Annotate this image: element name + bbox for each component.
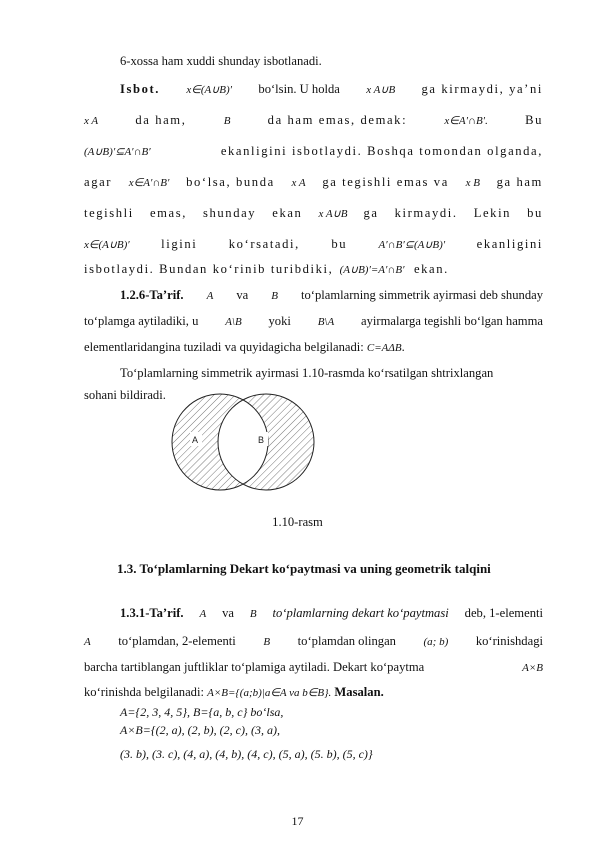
formula: C=AΔB [366, 342, 402, 354]
formula: A [199, 608, 207, 620]
paragraph-line [120, 53, 543, 69]
definition2-line-2 [84, 633, 543, 650]
formula: x∈A′∩B′ [128, 177, 170, 189]
formula: A×B={(a;b)|a∈A va b∈B}. [207, 687, 332, 699]
proof-line-7 [84, 261, 543, 278]
proof-label: Isbot. [120, 82, 161, 96]
formula: x A∪B [318, 208, 348, 220]
definition-line-1 [120, 287, 543, 304]
text: bu [527, 206, 543, 220]
example-line-3 [120, 746, 543, 762]
text: Bu [525, 113, 543, 127]
formula: B\A [317, 316, 335, 328]
text: ga ham [496, 175, 543, 189]
proof-line-6 [84, 236, 543, 253]
formula: A [206, 290, 214, 302]
text: tegishli [84, 206, 134, 220]
text: ko‘rinishda belgilanadi: [84, 685, 204, 699]
text: sohani bildiradi. [84, 388, 166, 402]
text: ligini [161, 237, 198, 251]
formula: A′∩B′⊆(A∪B)′ [378, 239, 446, 251]
definition-line-2 [84, 313, 543, 330]
text: ga kirmaydi, ya’ni [421, 82, 543, 96]
text: va [236, 288, 249, 302]
formula: B [223, 115, 231, 127]
text: isbotlaydi. Bundan ko‘rinib turibdiki, [84, 262, 334, 276]
venn-diagram [168, 384, 318, 494]
formula: A×B [522, 662, 543, 674]
text: . [401, 340, 405, 354]
formula: A={2, 3, 4, 5}, B={a, b, c} bo‘lsa, [120, 705, 284, 719]
text: to‘plamga aytiladiki, u [84, 314, 199, 328]
text: da ham emas, demak: [267, 113, 408, 127]
formula: B [271, 290, 278, 302]
text: da ham, [135, 113, 187, 127]
text: bo‘lsin. U holda [258, 82, 340, 96]
definition-line-3 [84, 339, 543, 356]
text: ekanligini isbotlaydi. Boshqa tomondan olganda, [220, 144, 543, 158]
formula: (a; b) [423, 636, 449, 648]
formula: A [84, 636, 91, 648]
text: ga [363, 206, 379, 220]
formula: B [263, 636, 271, 648]
formula: A\B [225, 316, 242, 328]
formula: x A [291, 177, 306, 189]
definition2-line-3 [84, 659, 543, 676]
text: va [222, 606, 234, 620]
text: to‘plamlarning simmetrik ayirmasi deb shunday [300, 288, 543, 302]
text: kirmaydi. [394, 206, 458, 220]
text: to‘plamdan, 2-elementi [118, 634, 236, 648]
formula: (A∪B)′⊆A′∩B′ [84, 146, 151, 158]
set-b-label: B [258, 435, 265, 445]
text: yoki [268, 314, 291, 328]
text: ga tegishli emas va [322, 175, 449, 189]
text: ekanligini [476, 237, 543, 251]
text: ayirmalarga tegishli bo‘lgan hamma [361, 314, 543, 328]
text: bo‘lsa, bunda [186, 175, 275, 189]
definition-label: 1.3.1-Ta’rif. [120, 606, 184, 620]
text: ko‘rinishdagi [475, 634, 543, 648]
formula: x A [84, 115, 99, 127]
text: barcha tartiblangan juftliklar to‘plamiga aytiladi. Dekart ko‘paytma [84, 660, 425, 674]
text: emas, [149, 206, 187, 220]
text: 6-xossa ham xuddi shunday isbotlanadi. [120, 54, 322, 68]
proof-line-5 [84, 205, 543, 222]
term: to‘plamlarning dekart ko‘paytmasi [272, 606, 449, 620]
proof-line-1 [120, 81, 543, 98]
definition2-line-4 [84, 684, 543, 701]
definition2-line-1 [120, 605, 543, 622]
text: ekan. [413, 262, 449, 276]
formula: x A∪B [366, 84, 396, 96]
text: bu [331, 237, 348, 251]
section-heading: 1.3. To‘plamlarning Dekart ko‘paytmasi va uning geometrik talqini [117, 561, 491, 576]
formula: B [249, 608, 257, 620]
paragraph-line [120, 365, 543, 381]
formula: x∈A′∩B′. [444, 115, 488, 127]
formula: x∈(A∪B)′ [186, 84, 233, 96]
example-line-1 [120, 704, 543, 720]
formula: x∈(A∪B)′ [84, 239, 130, 251]
set-a-label: A [192, 435, 199, 445]
text: shunday [203, 206, 257, 220]
proof-line-3 [84, 143, 543, 160]
text: ko‘rsatadi, [228, 237, 300, 251]
text: deb, 1-elementi [464, 606, 543, 620]
formula: (3. b), (3. c), (4, a), (4, b), (4, c), (5, a), (5. b), (5, c)} [120, 747, 373, 761]
text: elementlaridangina tuziladi va quyidagicha belgilanadi: [84, 340, 364, 354]
proof-line-4 [84, 174, 543, 191]
definition-label: 1.2.6-Ta’rif. [120, 288, 184, 302]
text: to‘plamdan olingan [297, 634, 396, 648]
text: ekan [272, 206, 303, 220]
text: agar [84, 175, 113, 189]
figure-caption: 1.10-rasm [272, 515, 323, 529]
text: To‘plamlarning simmetrik ayirmasi 1.10-rasmda ko‘rsatilgan shtrixlangan [120, 366, 494, 380]
text: Lekin [473, 206, 512, 220]
proof-line-2 [84, 112, 543, 129]
formula: (A∪B)′=A′∩B′ [339, 264, 405, 276]
page-number: 17 [291, 814, 304, 828]
example-label: Masalan. [334, 685, 384, 699]
formula: x B [465, 177, 480, 189]
example-line-2 [120, 722, 543, 738]
formula: A×B={(2, a), (2, b), (2, c), (3, a), [120, 723, 280, 737]
